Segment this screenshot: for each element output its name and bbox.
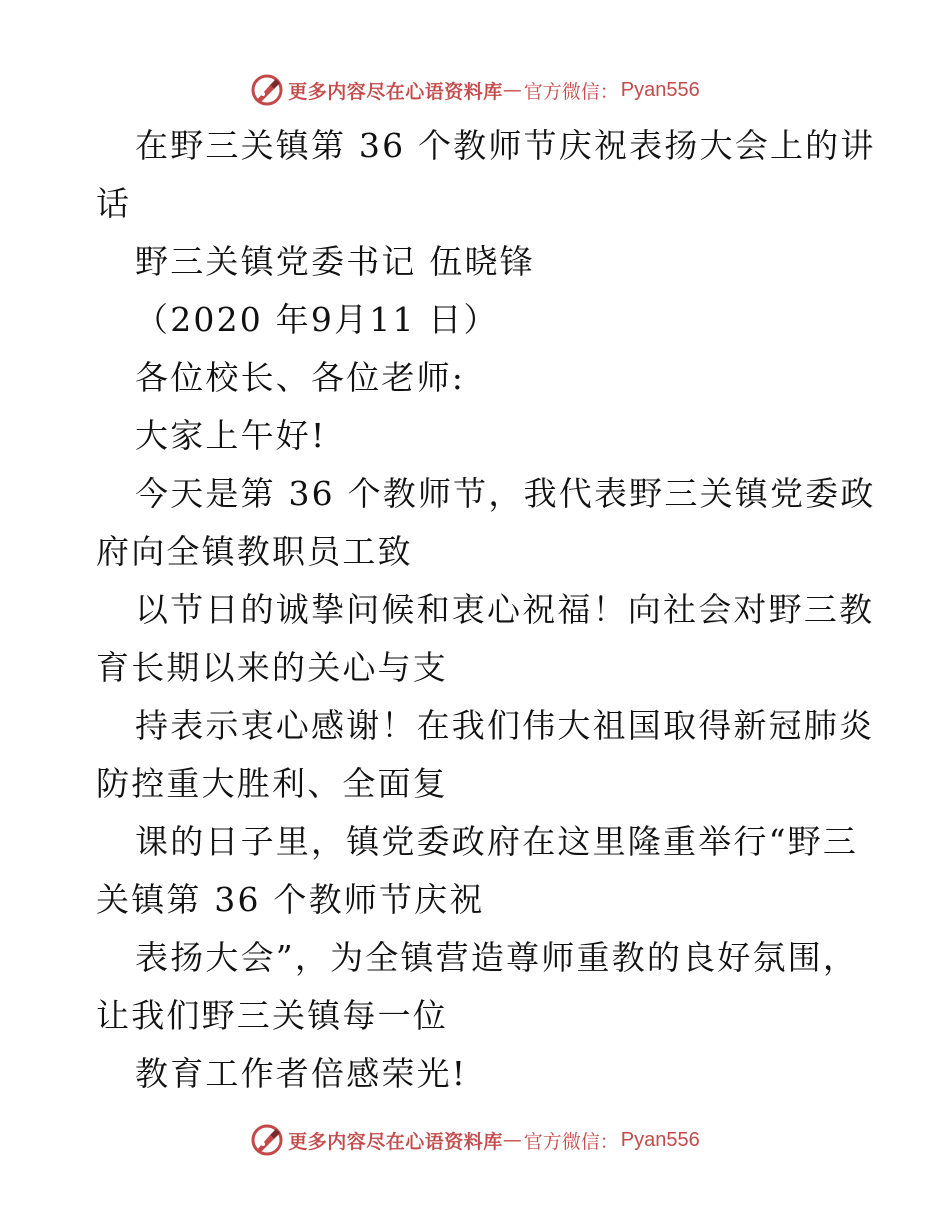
doc-date: （2020 年9月11 日） bbox=[135, 300, 499, 339]
doc-paragraph-line: 教育工作者倍感荣光! bbox=[135, 1054, 468, 1093]
doc-paragraph-line: 防控重大胜利、全面复 bbox=[96, 764, 448, 803]
doc-title-line-2: 话 bbox=[96, 184, 132, 223]
header-watermark bbox=[0, 70, 950, 110]
doc-paragraph-line: 表扬大会”，为全镇营造尊师重教的良好氛围， bbox=[135, 938, 859, 977]
doc-paragraph-line: 以节日的诚挚问候和衷心祝福！向社会对野三教 bbox=[135, 590, 875, 629]
doc-title-line-1: 在野三关镇第 36 个教师节庆祝表扬大会上的讲 bbox=[135, 126, 876, 165]
footer-wechat-id: Pyan556 bbox=[620, 1128, 700, 1151]
footer-dash: — bbox=[502, 1129, 522, 1151]
doc-paragraph-line: 育长期以来的关心与支 bbox=[96, 648, 448, 687]
header-dash: — bbox=[502, 79, 522, 101]
doc-paragraph-line: 关镇第 36 个教师节庆祝 bbox=[96, 880, 485, 919]
header-wechat-id: Pyan556 bbox=[620, 78, 700, 101]
footer-brand: 更多内容尽在心语资料库 bbox=[288, 1130, 503, 1153]
doc-author: 野三关镇党委书记 伍晓锋 bbox=[135, 242, 535, 281]
doc-salutation: 各位校长、各位老师: bbox=[135, 358, 466, 397]
doc-paragraph-line: 府向全镇教职员工致 bbox=[96, 532, 413, 571]
footer-wechat-label: 官方微信： bbox=[523, 1130, 619, 1153]
header-brand: 更多内容尽在心语资料库 bbox=[288, 80, 503, 103]
doc-paragraph-line: 持表示衷心感谢！在我们伟大祖国取得新冠肺炎 bbox=[135, 706, 875, 745]
header-wechat-label: 官方微信： bbox=[523, 80, 619, 103]
doc-paragraph-line: 今天是第 36 个教师节，我代表野三关镇党委政 bbox=[135, 474, 876, 513]
pen-logo-icon bbox=[250, 73, 284, 107]
doc-paragraph-line: 让我们野三关镇每一位 bbox=[96, 996, 448, 1035]
pen-logo-icon bbox=[250, 1123, 284, 1157]
footer-watermark bbox=[0, 1120, 950, 1160]
doc-paragraph-line: 课的日子里，镇党委政府在这里隆重举行“野三 bbox=[135, 822, 859, 861]
doc-greeting: 大家上午好! bbox=[135, 416, 327, 455]
